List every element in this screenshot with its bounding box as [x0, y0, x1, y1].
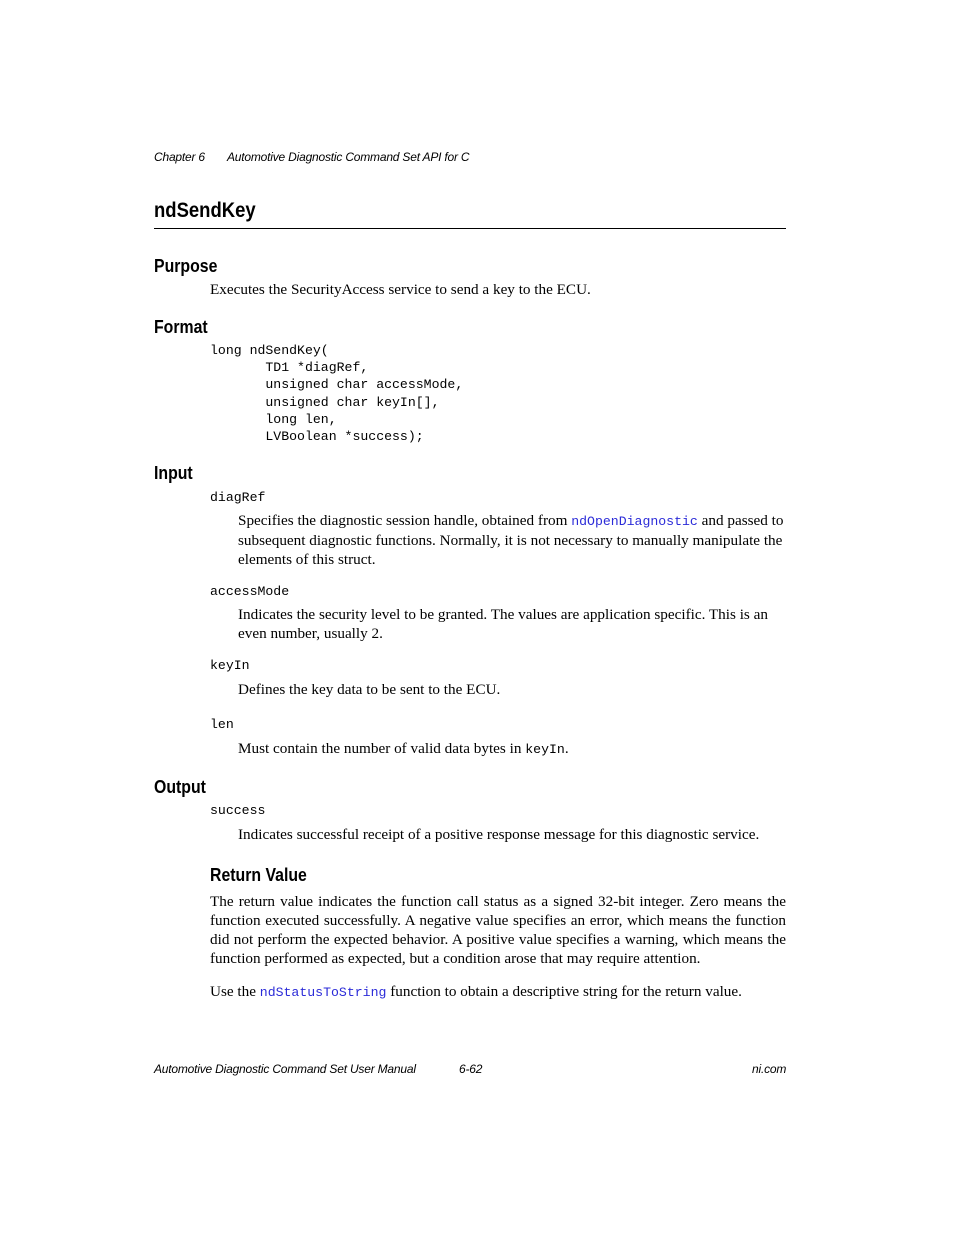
- param-desc-text: and passed to subsequent diagnostic functions. Normally, it is not necessary to manually manipulate the elements of this struct.: [238, 512, 784, 568]
- return-use-text: Use the: [210, 983, 260, 1000]
- return-use-text: function to obtain a descriptive string for the return value.: [386, 983, 742, 1000]
- footer-site[interactable]: ni.com: [752, 1062, 787, 1076]
- param-name-len: len: [210, 717, 234, 732]
- param-desc-text: .: [564, 740, 569, 757]
- return-value-use: [210, 982, 786, 1002]
- param-desc-keyin: Defines the key data to be sent to the ECU.: [238, 681, 501, 698]
- format-heading: Format: [154, 317, 208, 337]
- param-name-diagref: diagRef: [210, 490, 266, 505]
- param-desc-success: Indicates successful receipt of a positive response message for this diagnostic service.: [238, 826, 760, 843]
- title-rule: [154, 228, 786, 229]
- input-heading: Input: [154, 463, 193, 483]
- param-name-success: success: [210, 803, 266, 818]
- footer-page-number: 6-62: [459, 1062, 483, 1076]
- purpose-text: Executes the SecurityAccess service to send a key to the ECU.: [210, 281, 591, 298]
- param-desc-text: Must contain the number of valid data bytes in: [238, 740, 526, 757]
- purpose-heading: Purpose: [154, 256, 218, 276]
- param-desc-diagref: [238, 511, 786, 569]
- header-chapter-title: Automotive Diagnostic Command Set API for C: [227, 150, 470, 164]
- output-heading: Output: [154, 777, 206, 797]
- format-code: long ndSendKey( TD1 *diagRef, unsigned char accessMode, unsigned char keyIn[], long len, LVBoolean *success);: [210, 343, 464, 445]
- param-desc-len: [238, 739, 786, 759]
- param-desc-text: Specifies the diagnostic session handle, obtained from: [238, 512, 572, 529]
- header-chapter: Chapter 6: [154, 150, 205, 164]
- page-title: ndSendKey: [154, 199, 256, 222]
- return-value-text: The return value indicates the function call status as a signed 32-bit integer. Zero means the function executed successfully. A negative value specifies an error, which means the function did not perform the expected behavior. A positive value specifies a warning, which means the function performed as expected, but a condition arose that may require attention.: [210, 893, 786, 967]
- ndstatustostring-link[interactable]: ndStatusToString: [259, 985, 387, 1000]
- param-name-keyin: keyIn: [210, 658, 250, 673]
- footer-manual: Automotive Diagnostic Command Set User Manual: [154, 1062, 416, 1076]
- ndopendiagnostic-link[interactable]: ndOpenDiagnostic: [571, 514, 698, 529]
- param-name-accessmode: accessMode: [210, 584, 290, 599]
- return-value-heading: Return Value: [210, 865, 307, 885]
- param-desc-accessmode: Indicates the security level to be granted. The values are application specific. This is an even number, usually 2.: [238, 606, 768, 642]
- keyin-code: keyIn: [525, 742, 565, 757]
